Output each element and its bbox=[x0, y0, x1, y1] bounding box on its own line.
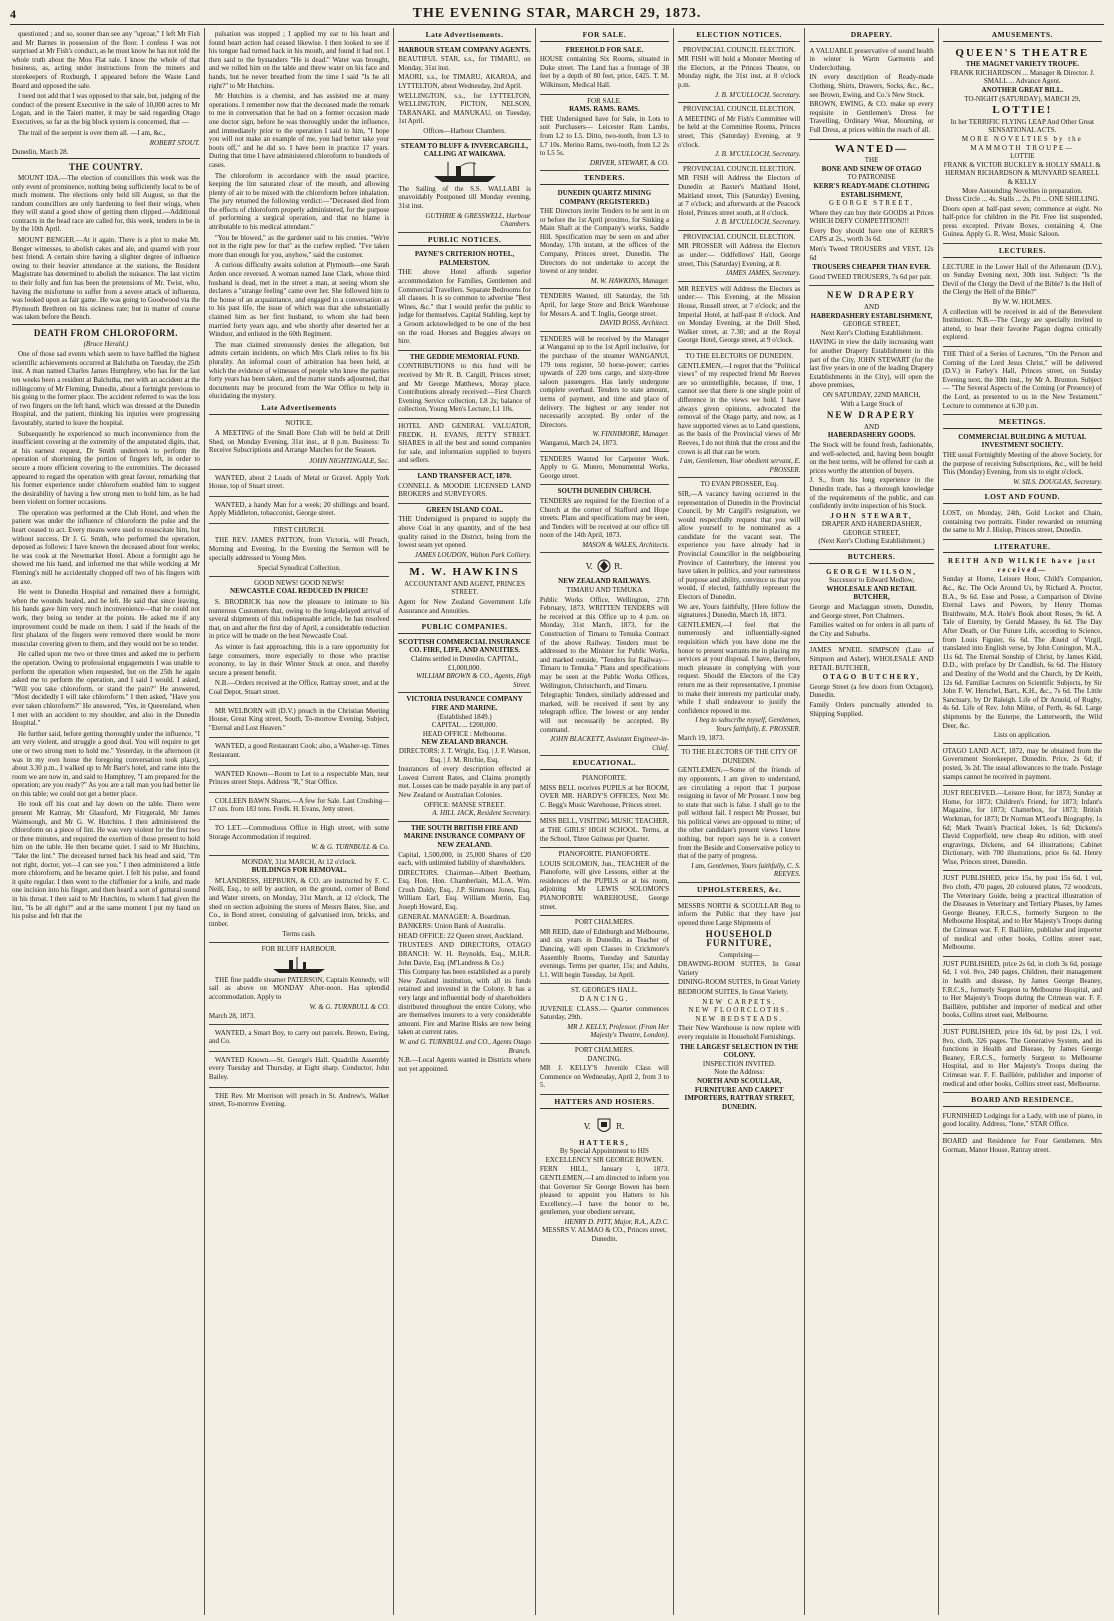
heading-upholsterers: UPHOLSTERERS, &c. bbox=[678, 886, 800, 897]
page-number: 4 bbox=[10, 6, 17, 21]
ad-kerrs-clothing: WANTED— THE BONE AND SINEW OF OTAGO TO PATRONISE KERR'S READY-MADE CLOTHING ESTABLISHMENT, GEORGE STREET, Where they can buy their GOODS at Prices WHICH DEFY COMPETITION!!! Every Boy should have one of KERR'S CAPS at 2s., worth 3s 6d. Men's Tweed TROUSERS and VEST, 12s 6d TROUSERS CHEAPER THAN EVER. Good TWEED TROUSERS, 7s 6d per pair. bbox=[809, 140, 933, 287]
ad-carpenter: TENDERS Wanted for Carpenter Work. Apply to G. Munro, Monumental Works, George street. bbox=[540, 452, 669, 486]
ad-louis-solomon: PIANOFORTE. PIANOFORTE. LOUIS SOLOMON, Jun., TEACHER of the Pianoforte, will give Lessons, either at the residences of the PUPILS or at his room, adjoining Mr LEWIS SOLOMON'S PIANOFORTE WAREHOUSE, George street. bbox=[540, 848, 669, 916]
column-chloroform-late-ads bbox=[205, 28, 394, 1615]
ad-miss-bell: PIANOFORTE. MISS BELL receives PUPILS at her ROOM, OVER MR. HARDY'S OFFICES, Next Mr. C. Begg's Music Warehouse, Princes street. bbox=[540, 772, 669, 814]
letter-intro: questioned ; and so, sooner than see any "uproar," I left Mr Fish and Mr Barnes in possession of the floor. I confess I was not surprised at Mr Fish's conduct, as he must know he has not told the whole truth about the Mou Flat sale. I know the whole of that business, as, acting under instructions from the miners and storekeepers of Roxburgh, I appeared before the Waste Land Board and opposed the sale. bbox=[12, 30, 200, 90]
ad-tenders-ross: TENDERS Wanted, till Saturday, the 5th April, for large Store and Brick Warehouse for Messrs A. and T. Inglis, George street. DAVID ROSS, Architect. bbox=[540, 289, 669, 331]
ad-lecture-holmes: LECTURE in the Lower Hall of the Athenæum (D.V.), on Sunday Evening next, 30th inst. Subject: "Is the Devil of the Clergy the Devil of the Bible? Is the Hell of the Clergy the Hell of the Bible?" By W. W. HOLMES. A collection will be received in aid of the Benevolent Institution. N.B.—The Clergy are specially invited to attend, to hear their favorite Pagan dogma critically explored. bbox=[943, 260, 1102, 347]
ad-reith-wilkie: REITH AND WILKIE have just received— Sunday at Home, Leisure Hour, Child's Companion, &c., &c. The Ocle Around Us, by Richard A. Proctor, B.A., 9s 6d. Esse and Posse, a Comparison of Divine Eternal Laws and Powers, by Henry Thomas Braithwaite, M.A. Hole's Book about Roses, 9s 6d. A Tale of Eternity, by Gerald Massey, 8s 6d. The Day After Death, or Our Future Life, according to Science, from Louis Figuier, 6s 6d. The Æneid of Virgil, translated into English verse, by John Conington, M.A., 11s 6d. The Eternal Sonship of Christ, by James Kidd, D.D., with preface by Dr Candlish, 6s 6d. The History and Destiny of the World and the Church, by Dr Keith, 12s 6d. Familiar Lectures on Scientific Subjects, by Sir John F. W. Herschel, Bart., K.H., &c., 7s 6d. The Little Sanctuary, by Dr Raleigh. Life of Dr Arnold, of Rugby, 4s 6d. Life of Rev. John Milne, of Perth, 4s 6d. Large shipments by the Euterpe, the Lutterworth, the Wild Deer, &c. Lists on application. bbox=[943, 555, 1102, 743]
ad-colleen-bawn: COLLEEN BAWN Shares.—A few for Sale. Last Crushing—17 ozs. from 183 tons. Fredk. H. Evans, Jetty street. bbox=[209, 793, 389, 820]
notice-text: A MEETING of the Small Bore Club will be held at Drill Shed, on Monday Evening, 31st inst., at 8 p.m. Business: To Receive Subscriptions and Arrange Matches for the Season. bbox=[208, 429, 390, 455]
heading-drapery: DRAPERY. bbox=[809, 31, 933, 42]
ad-lost-locket: LOST, on Monday, 24th, Gold Locket and Chain, containing two portraits. Finder rewarded on returning the same to Mr J. Hislop, Princes street, Dunedin. bbox=[943, 506, 1102, 540]
notice-heading: NOTICE. bbox=[285, 418, 313, 427]
heading-lectures: LECTURES. bbox=[943, 247, 1102, 258]
death-para-1: One of those sad events which seem to have baffled the highest scientific achievements occurred at Balclutha on Tuesday, the 25th inst. A man named Charles James Humphrey, who has for the last ten weeks been a resident at Balclutha, met with an accident at the tollingcomy of Mr Fleming, Dunedin, about a fortnight previous to his going to the former place. The accident referred to was the loss of two fingers on the left hand, which was dressed at the Dunedin Hospital, and the patient, thinking his injuries were progressing favourably, started to leave the hospital. bbox=[12, 350, 200, 427]
ad-smart-boy: WANTED, a Smart Boy, to carry out parcels. Brown, Ewing, and Co. bbox=[209, 1025, 389, 1052]
column-shipping-insurance bbox=[394, 28, 536, 1615]
letter-dateline: Dunedin, March 28. bbox=[12, 147, 69, 156]
ad-rams: FOR SALE. RAMS. RAMS. RAMS. THE Undersigned have for Sale, in Lots to suit Purchasers— Leicester Ram Lambs, from L2 to L5. Ditto, two-tooth, from L3 to L7 10s. Merino Rams, two-tooth, from L2 2s to L5 5s. DRIVER, STEWART, & CO. bbox=[540, 95, 669, 172]
ad-wanted-metal: WANTED, about 2 Loads of Metal or Gravel. Apply York House, top of Stuart street. bbox=[209, 470, 389, 497]
svg-text:R.: R. bbox=[614, 562, 623, 572]
ad-to-evan-prosser: TO EVAN PROSSER, Esq. SIR,—A vacancy having occurred in the representation of Dunedin in the Provincial Council, by Mr Cargill's resignation, we would respectfully request that you will allow yourself to be nominated as a candidate for the vacant seat. The experience you have already had in Provincial Councillor in the neighbouring Province of Canterbury, the interest you have taken in politics, and your earnestness of purpose and ability, convince us that you would, if elected, faithfully represent the Electors of Dunedin. We are, Yours faithfully, [Here follow the signatures.] Dunedin, March 18, 1873. GENTLEMEN,—I feel that the numerously and influentially-signed requisition which you have done me the honor to present warrants me in placing my services at your disposal. I have, therefore, much pleasure in complying with your request. Should the Electors of the City return me as their representative, I promise to make their interests my particular study, while I shall endeavour to justify the confidence reposed in me. I beg to subscribe myself, Gentlemen, Yours faithfully, E. PROSSER. March 19, 1873. bbox=[678, 478, 800, 746]
ad-rev-morrison: THE Rev. Mr Morrison will preach in St. Andrew's, Walker street, To-morrow Evening. bbox=[208, 1091, 390, 1109]
ad-hawkins: M. W. HAWKINS ACCOUNTANT AND AGENT, PRINCES STREET. Agent for New Zealand Government Life Assurance and Annuities. bbox=[398, 563, 531, 620]
heading-literature: LITERATURE. bbox=[943, 543, 1102, 554]
steamer-icon bbox=[269, 956, 329, 974]
ad-small-bore-club bbox=[209, 417, 389, 470]
ad-fish-address: PROVINCIAL COUNCIL ELECTION. MR FISH will Address the Electors of Dunedin at Baxter's Maitland Hotel, Maitland street, This (Saturday) Evening, at 7 o'clock; and afterwards at the Peacock Hotel, Princes street south, at 8 o'clock. J. B. M'CULLOCH, Secretary. bbox=[678, 163, 800, 231]
royal-crest-icon bbox=[584, 557, 624, 575]
ad-to-electors: TO THE ELECTORS OF DUNEDIN. GENTLEMEN,—I regret that the "Political views" of my respected friend Mr Reeves are so unintelligible, because, if true, I cannot see that there is one single point of difference in the views we hold. I have always given opinions, advocated the removal of the Otago party, and now, as I have supported views as to Land questions, as the basis of the Provincial views of Mr Reeves, I do not think that the cross and the crown is all that can be worn. I am, Gentlemen, Your obedient servant, E. PROSSER. bbox=[678, 350, 800, 478]
heading-meetings: MEETINGS. bbox=[943, 418, 1102, 429]
inquest-cont-3: The chloroform in accordance with the usual practice, keeping the lint saturated clear of the mouth, and allowing plenty of air to be mixed with the chloroform before inhalation. The jury returned the following verdict:—"Deceased died from the effects of chloroform properly administered, for the purpose of performing a surgical operation, and that no blame is attributable to his medical attendant." bbox=[208, 171, 390, 232]
ad-almao-hatters: V. R. HATTERS, By Special Appointment to HIS EXCELLENCY SIR GEORGE BOWEN. FERN HILL, January 1, 1873. GENTLEMEN,—I am directed to inform you that Governor Sir George Bowen has been pleased to appoint you Hatters to his Excellency.—I have the honor to be, gentlemen, your obedient servant, HENRY D. PITT, Major, R.A., A.D.C. MESSRS V. ALMAO & CO., Princes street, Dunedin. bbox=[540, 1111, 669, 1247]
plymouth-story-2: The man claimed strenuously denies the allegation, but admits certain incidents, on which Mrs Clark relies to fix his plurality. An informal court of arbitration has been held, at which the evidence of witnesses of people who knew the parties forty years has been taken, and the matter stands adjourned, that documents may be procured from the War Office to help in elucidating the mystery. bbox=[208, 340, 390, 401]
heading-lost-found: LOST AND FOUND. bbox=[943, 493, 1102, 504]
ad-james-simpson: JAMES M'NEIL SIMPSON (Late of Simpson and Asher), WHOLESALE AND RETAIL BUTCHER, OTAGO BUTCHERY, George Street (a few doors from Octagon), Dunedin. Family Orders punctually attended to. Shipping Supplied. bbox=[809, 646, 934, 718]
ad-north-scoullar: MESSRS NORTH & SCOULLAR Beg to inform the Public that they have just opened three Large Shipments of HOUSEHOLD FURNITURE, Comprising— DRAWING-ROOM SUITES, In Great Variety DINING-ROOM SUITES, In Great Variety BEDROOM SUITES, In Great Variety. NEW CARPETS. NEW FLOORCLOTHS. NEW BEDSTEADS. Their New Warehouse is now replete with every requisite in Household Furnishings. THE LARGEST SELECTION IN THE COLONY. INSPECTION INVITED. Note the Address: NORTH AND SCOULLAR, FURNITURE AND CARPET IMPORTERS, RATTRAY STREET, DUNEDIN. bbox=[678, 901, 801, 1111]
ad-queens-theatre: QUEEN'S THEATRE THE MAGNET VARIETY TROUPE. FRANK RICHARDSON ... Manager & Director. J. SMALL ... Advance Agent. ANOTHER GREAT BILL. TO-NIGHT (SATURDAY), MARCH 29, LOTTIE! In her TERRIFIC FLYING LEAP And Other Great SENSATIONAL ACTS. MORE NOVELTIES by the MAMMOTH TROUPE— LOTTIE FRANK & VICTOR BUCKLEY & HOLLY SMALL & HERMAN RICHARDSON & MUNYARD SEARELL & KELLY More Astounding Novelties in preparation. Dress Circle ... 4s. Stalls ... 2s. Pit ... ONE SHILLING. Doors open at half-past seven; commence at eight. No half-price for children in the Pit. Free list suspended, press excepted. Private Boxes, containing 4, One Guinea. Apply G. R. West, Music Saloon. bbox=[943, 44, 1102, 244]
heading-tenders: TENDERS. bbox=[540, 174, 669, 185]
ad-to-city-electors: TO THE ELECTORS OF THE CITY OF DUNEDIN. GENTLEMEN,—Some of the friends of my opponents, I am given to understand, are circulating a report that I purpose resigning in favor of Mr Prosser. I now beg to state that such is false. I shall go to the poll without fail. I respect Mr Prosser, but his political views are opposed to mine; of the other candidate's present views I know nothing, but report says he is a convert from the Beside and Conservative policy to that of the party of progress. I am, Gentlemen, Yours faithfully, C. S. REEVES. bbox=[678, 746, 800, 883]
svg-text:V.: V. bbox=[584, 1121, 592, 1131]
letter-signature: ROBERT STOUT. bbox=[149, 139, 200, 148]
steamer-icon-wallabi bbox=[430, 161, 500, 183]
heading-death-chloroform: DEATH FROM CHLOROFORM. bbox=[33, 328, 178, 338]
ad-harbour-steam: HARBOUR STEAM COMPANY AGENTS. BEAUTIFUL STAR, s.s., for TIMARU, on Monday, 31st inst. MAORI, s.s., for TIMARU, AKAROA, and LYTTELTON, about Wednesday, 2nd April. WELLINGTON, s.s., for LYTTELTON, WELLINGTON, PICTON, NELSON, TARANAKI, and MANUKAU, on Tuesday, 1st April. Offices—Harbour Chambers. bbox=[398, 44, 531, 140]
country-mount-benger: MOUNT BENGER.—At it again. There is a plot to make Mt. Benger witnesses, to abolish cakes and ale, and quarrel with your best friend. A certain shire having a slighter degree of influence owing to their heavier attendance at the stations, the Resident Magistrate has determined to abolish the nuisance. The last victim to their folly and fun has been the pretensions of Mr. Twist, who, having the misfortune to suffer from a severe attack of influenza, was looked upon as fair game. He was going to Goodwood via the Plymouth Brethren on his sickness rate; but in matter of course was taken before the Bench. bbox=[12, 236, 200, 322]
ad-otago-land-act: OTAGO LAND ACT, 1872, may be obtained from the Government Storekeeper, Dunedin. Price, 2s 6d; if posted, 3s 2d. The usual allowances to the trade. Postage stamps cannot be received in payment. bbox=[943, 744, 1102, 786]
death-para-7: He took off his coat and lay down on the table. There were present Mr Kattray, Mr Glassford, Mr Fitzgerald, Mr James Waimsough, and Mr G. W. Hutchins. I then administered the chloroform on a piece of lint. He was very violent for the first two or three minutes, and required the exertion of those present to hold him on the table. He then became quiet. I said to Mr Hutchins, "Take the lint." The deceased turned back his head and said, "I'm not right, doctor, yet—I can see you." I then administered a little more chloroform, and he became quiet. I felt his pulse, and found it quite regular. I then went to the chiffonier for a knife, and made one incision into his finger, and then heard a sort of guttural sound in his throat. I then said to Mr Hutchins, to whom I had given the lint, "Is he all right?" and at the same moment I put my hand on his pulse and felt that the bbox=[12, 800, 200, 921]
ad-south-dunedin-church: SOUTH DUNEDIN CHURCH. TENDERS are required for the Erection of a Church at the corner of Stafford and Hope streets. Plans and specifications may be seen, and Tenders will be received at our office till noon of the 14th April, 1873. MASON & WALES, Architects. bbox=[540, 485, 669, 553]
column-drapery-butchers bbox=[805, 28, 938, 1615]
ad-fish-monster-meeting: PROVINCIAL COUNCIL ELECTION. MR FISH will hold a Monster Meeting of the Electors, at the Princes Theatre, on Monday night, the 31st inst, at 8 o'clock p.m. J. B. M'CULLOCH, Secretary. bbox=[678, 44, 800, 104]
ad-st-georges-quadrille: WANTED Known.—St. George's Hall. Quadrille Assembly every Tuesday and Thursday, at Eight sharp. Conductor, John Bailey. bbox=[209, 1052, 389, 1088]
notice-signature: JOHN NIGHTINGALE, Sec. bbox=[309, 456, 390, 465]
inquest-cont-1: pulsation was stopped ; I applied my ear to his heart and found heart action had ceased likewise. I then looked to see if his tongue had turned back in his mouth, and found it had not. I then said to the bystanders "He is dead." Water was brought, and we rolled him on the table and threw water on his face and hands, but he never breathed from the time I said "Is he all right?" to Mr Hutchins. bbox=[208, 30, 390, 90]
ad-john-stewart: NEW DRAPERY AND HABERDASHERY ESTABLISHMENT, GEORGE STREET, Next Kerr's Clothing Establishment. HAVING in view the daily increasing want for another Drapery Establishment in this part of the City, JOHN STEWART (for the last five years in one of the leading Drapery Establishments in the City), will open the above premises, ON SATURDAY, 22ND MARCH, With a Large Stock of NEW DRAPERY AND HABERDASHERY GOODS. The Stock will be found fresh, fashionable, and well-selected, and, having been bought on the best terms, will be offered for cash at prices worthy the attention of buyers. J. S., from his long experience in the Dunedin trade, has a thorough knowledge of the requirements of the public, and can confidently invite inspection of his Stock. JOHN STEWART, DRAPER AND HABERDASHER, GEORGE STREET, (Next Kerr's Clothing Establishment.) bbox=[809, 286, 933, 550]
ad-geddie-fund: THE GEDDIE MEMORIAL FUND. CONTRIBUTIONS to this fund will be received by Mr R. B. Cargill, Princes street; and Mr George Matthews, Moray place. Contributions already received:—First Church Evening Service collection, L8 2s; balance of collection, Young Men's Lecture, L1 10s. bbox=[398, 351, 531, 419]
column-amusements-literature bbox=[939, 28, 1106, 1615]
ad-port-chalmers-dancing: PORT CHALMERS. DANCING. MR J. KELLY'S Juvenile Class will Commence on Wednesday, April 2, from 3 to 5. bbox=[540, 1044, 669, 1095]
heading-public-notices: PUBLIC NOTICES. bbox=[398, 236, 531, 247]
country-mount-ida: MOUNT IDA.—The election of councillors this week was the only event of prominence, nothing being sufficiently local to be of much moment. The elections only held till August, so that the random councillors are only hardening to feel their wings, when they will stand a good show of getting them clipped.—Additional contracts in the head race are called for, this week, tenders to be in by the 10th April. bbox=[12, 173, 200, 234]
ad-mr-reid-dancing: PORT CHALMERS. MR REID, date of Edinburgh and Melbourne, and six years in Dunedin, as Teacher of Dancing, will open Classes in Crickmore's Assembly Rooms, Tuesday and Saturday evenings. Terms per quarter, 15s; and Adults, L1. Will begin Tuesday, 1st April. bbox=[540, 916, 669, 984]
death-para-5: He called upon me two or three times and asked me to perform the operation. Owing to professional engagements I was unable to perform the operation when requested, but on the 25th he again asked me to perform the operation, and I said I would. I asked, "Will you take chloroform, or stand the pain?" He answered, "Most decidedly I will take chloroform." I then asked, "Have you ever taken chloroform?" He answered, "Yes, in Queensland, when I met with an accident to my shoulder, and also in the Dunedin Hospital." bbox=[12, 650, 200, 728]
death-para-3: The operation was performed at the Club Hotel, and when the patient was under the influence of chloroform the pulse and the heart ceased to act. Every means were used to resuscitate him, but without success. Dr J. G. Smith, who performed the operation, deposed as follows: I have known the deceased about four weeks; he was cook at the Newmarket Hotel. About a fortnight ago he showed me his hand, and informed me that while working at Mr Fleming's mill he accidentally chopped off two of his fingers with an axe. bbox=[12, 508, 200, 586]
inquest-cont-2: Mr Hutchins is a chemist, and has assisted me at many operations. I remember now that the deceased made the remark to me in conversation that he had on a former occasion made one doctor sign, before he was thoroughly under the influence, and immediately prior to the operation I said to him, "I hope you will not make an example of me, you had better take your boots off," and he did so. I have been in practice 17 years. During that time I have administered chloroform to hundreds of cases. bbox=[208, 92, 390, 169]
ad-reeves-address: MR REEVES will Address the Electors as under:— This Evening, at the Mission House, Russell street, at 7 o'clock; and the Imperial Hotel, at half-past 8 o'clock. And on Monday Evening, at the Drill Shed, Walker street, at 7.30; and at the Royal George Hotel, George street, at 9 o'clock. bbox=[678, 282, 800, 350]
ad-miss-bell-visiting: MISS BELL, VISITING MUSIC TEACHER, at THE GIRLS' HIGH SCHOOL. Terms, at the School, Three Guineas per Quarter. bbox=[540, 814, 669, 848]
heading-board-residence: BOARD AND RESIDENCE. bbox=[943, 1096, 1102, 1107]
ad-room-to-let: WANTED Known—Room to Let to a respectable Man, near Princes street Steps. Address "R," Star Office. bbox=[209, 766, 389, 793]
ad-wanted-handy-man: WANTED, a handy Man for a week; 20 shillings and board. Apply Middleton, tobacconist, George street. bbox=[209, 497, 389, 524]
ad-lecture-brunton: THE Third of a Series of Lectures, "On the Person and Coming of the Lord Jesus Christ," will be delivered (D.V.) in Farley's Hall, Princes street, on Sunday Evening next, the 30th inst., by Mr A. Brunton. Subject — "The Several Aspects of the Coming (or Presence) of the Lord, as presented to us in the New Testament." Lecture to commence at 6.30 p.m. bbox=[943, 347, 1102, 415]
ad-quartz-mining: DUNEDIN QUARTZ MINING COMPANY (REGISTERED.) THE Directors invite Tenders to be sent in on or before the 1st April proximo, for Sinking a Main Shaft at the Company's works, Saddle Hill. Specification may be seen on and after Monday, 17th instant, at the offices of the Company, Princes street, Dunedin. The Directors do not undertake to accept the lowest or any tender. M. W. HAWKINS, Manager. bbox=[540, 187, 669, 290]
royal-arms-icon bbox=[582, 1115, 626, 1137]
ad-furnished-lodgings: FURNISHED Lodgings for a Lady, with use of piano, in good locality. Address, "Ione," STAR Office. bbox=[943, 1109, 1102, 1134]
ad-scottish-insurance: SCOTTISH COMMERCIAL INSURANCE CO. FIRE, LIFE, AND ANNUITIES. Claims settled in Dunedin. CAPITAL, £1,000,000. WILLIAM BROWN & CO., Agents, High Street. bbox=[398, 636, 531, 694]
ad-board-residence: BOARD and Residence for Four Gentlemen. Mrs Gorman, Manor House, Rattray street. bbox=[942, 1136, 1103, 1154]
first-church-heading: FIRST CHURCH. bbox=[273, 525, 325, 534]
heading-late-ads-col3: Late Advertisements. bbox=[398, 31, 531, 42]
heading-for-sale: FOR SALE. bbox=[540, 31, 669, 42]
death-para-4: He went to Dunedin Hospital and remained there a fortnight, when the wounds healed, and he left. He said that since leaving, his hands gave him very much inconvenience—that he could not work, they being so tender at the points. He asked me if any improvement could be made on them. I said if the heads of the first phalanx of the fingers were removed there would be more muscular covering given to them, and they would not be so tender. bbox=[12, 588, 200, 648]
ad-prosser-address: PROVINCIAL COUNCIL ELECTION. MR PROSSER will Address the Electors as under:— Oddfellows' Hall, George street, This (Saturday) Evening, at 8. JAMES JAMES, Secretary. bbox=[678, 231, 800, 282]
gardener-joke: "You be blowed," as the gardener said to his cronies. "We're not in the right pew for that" as the curfew replied. "I've taken more than enough for you, anyhow," said the customer. bbox=[208, 233, 390, 259]
letter-para-3: The trail of the serpent is over them all. —I am, &c., bbox=[18, 128, 166, 137]
death-para-2: Subsequently he experienced so much inconvenience from the insufficient covering at the extremity of the amputated digits, that, at his earnest request, Dr Smith undertook to perform the operation of shortening the portion of fingers left, in order to secure a more efficient covering to the extremities. The deceased appeared to regard the operation with great favour, remarking that his former experience under chloroform enabled him to suggest the desirability of having a few strong men to hold him, as he had been violent on former occasions. bbox=[12, 429, 200, 507]
ad-just-received: JUST RECEIVED.—Leisure Hour, for 1873; Sunday at Home, for 1873; Children's Friend, for 1873; Infant's Magazine, for 1873; Chatterbox, for 1873; British Workman, for 1873; Dr Norman M'Leod's Biography, 1s 6d; Mark Twain's Practical Jokes, 1s 6d; Dickens's David Copperfield, new cheap 4to edition, with steel engravings, Dickens, and 64 illustrations; Cabinet Dictionary, with 700 illustrations, price 6s 6d. Henry Wise, Princes street, Dunedin. bbox=[943, 786, 1102, 871]
heading-public-companies: PUBLIC COMPANIES. bbox=[398, 623, 531, 634]
ad-restaurant-cook: WANTED, a good Restaurant Cook; also, a Washer-up. Times Restaurant. bbox=[209, 738, 389, 765]
heading-the-country: THE COUNTRY. bbox=[69, 162, 143, 173]
death-para-6: He further said, before getting thoroughly under the influence, "I am very violent, and struggle a good deal. You will require to get one or two strong men to hold me." Yesterday, in the afternoon (it was in my own house the foregoing conversation took place), about 3.30 p.m., I walked up to Mr Barr's hotel, and came into the room we are now in, and said to Humphrey, "I am prepared for the operation; are you ready?" As you are a tall man you had better lie on this table; we could not get a better place. bbox=[12, 729, 200, 798]
heading-late-advertisements: Late Advertisements bbox=[209, 404, 389, 415]
ad-green-island-coal: GREEN ISLAND COAL. THE Undersigned is prepared to supply the above Coal in any quantity, and of the best quality raised in the District, being from the lowest seam yet opened. JAMES LOUDON, Walton Park Colliery. bbox=[398, 504, 531, 564]
ad-victoria-insurance: VICTORIA INSURANCE COMPANY FIRE AND MARINE. (Established 1849.) CAPITAL ... £200,000. HEAD OFFICE : Melbourne. NEW ZEALAND BRANCH. DIRECTORS: J. T. Wright, Esq. | J. F. Watson, Esq. | J. M. Ritchie, Esq. Insurances of every description effected at Lowest Current Rates, and Claims promptly met. Losses can be made payable in any part of New Zealand or Australian Colonies. OFFICE: MANSE STREET. A. HILL JACK, Resident Secretary. bbox=[398, 693, 531, 821]
ad-steam-to-bluff: STEAM TO BLUFF & INVERCARGILL, CALLING AT WAIKAWA. The Sailing of the S.S. WALLABI is unavoidably Postponed till Monday evening, 31st inst. GUTHRIE & GRESSWELL, Harbour Chambers. bbox=[398, 140, 531, 233]
ad-nz-railways: V. R. NEW ZEALAND RAILWAYS. TIMARU AND TEMUKA Public Works Office, Wellington, 27th February, 1873. WRITTEN TENDERS will be received at this Office up to 4 p.m. on Monday, 31st March, 1873, for the Construction of Timaru to Temuka Contract of the above Railway. Tenders must be addressed to the Minister for Public Works, and marked outside, "Tenders for Railway—Timaru to Temuka." Plans and specifications may be seen at the Public Works Offices, Wellington, Christchurch, and Timaru. Telegraphic Tenders, similarly addressed and marked, will be received if sent by any telegraph office. The lowest or any tender will not necessarily be accepted. By command. JOHN BLACKETT, Assistant Engineer-in-Chief. bbox=[540, 553, 669, 756]
heading-educational: EDUCATIONAL. bbox=[540, 759, 669, 770]
letter-para-2: I need not add that I was opposed to that sale, but, judging of the conduct of the present Executive in the sale of 10,000 acres to Mr Logan, and in the Taieri matter, it may be said regarding Otago Executives, so far as the big block system is concerned, that — bbox=[12, 92, 200, 126]
ad-commercial-building: COMMERCIAL BUILDING & MUTUAL INVESTMENT SOCIETY. THE usual Fortnightly Meeting of the above Society, for the purpose of receiving Subscriptions, &c., will be held This (Monday) Evening, from six to eight o'clock. W. SILS. DOUGLAS, Secretary. bbox=[943, 431, 1102, 491]
ad-land-transfer: LAND TRANSFER ACT, 1870. CONNELL & MOODIE LICENSED LAND BROKERS and SURVEYORS. bbox=[398, 470, 531, 504]
svg-text:R.: R. bbox=[616, 1121, 625, 1131]
ad-fish-committee: PROVINCIAL COUNCIL ELECTION. A MEETING of Mr Fish's Committee will be held at the Committee Rooms, Princes street, This (Saturday) Evening, at 9 o'clock. J. B. M'CULLOCH, Secretary. bbox=[678, 103, 800, 163]
ad-st-georges-dancing: ST. GEORGE'S HALL. DANCING. JUVENILE CLASS.— Quarter commences Saturday, 29th. MR J. KELLY, Professor. (From Her Majesty's Theatre, London). bbox=[540, 984, 669, 1044]
ad-just-published-2: JUST PUBLISHED, price 2s 6d, in cloth 3s 6d, postage 6d, 1 vol. 8vo, 240 pages, Children, their management in health and disease, by James George Beaney, F.R.C.S., formerly Surgeon to Melbourne Hospital, and to Her Majesty's Troops during the Crimean war. F. F. Baillière, publisher and importer of medical and other books, Collins street east, Melbourne. bbox=[943, 957, 1102, 1025]
source-herald: (Bruce Herald.) bbox=[83, 339, 129, 348]
ad-newcastle-coal: GOOD NEWS! GOOD NEWS! NEWCASTLE COAL REDUCED IN PRICE! S. BRODRICK has now the pleasure to intimate to his numerous Customers that, owing to the long-delayed arrival of several shipments of this indispensable article, he has resolved that, on and after the first day of April, a considerable reduction in price will be made on the best Newcastle Coal. As winter is fast approaching, this is a rare opportunity for large consumers, more especially to those who practise economy, to lay in their Winter Stock at once, and thereby secure a present benefit. N.B.—Orders received at the Office, Rattray street, and at the Coal Depot, Stuart street. bbox=[209, 577, 389, 703]
plymouth-story-1: A curious difficulty awaits solution at Plymouth—one Sarah Arden once reversed. A woman named Jane Clark, whose third husband is dead, met in the street a man, at seeing whom she declares a "strange feeling" came over her. She followed him to the house of an acquaintance, and engaged in a conversation as to his past life, the issue of which was that she substantially claimed him as her first husband, to whom she had been married forty years ago, and who shortly after deserted her at Windsor, and enlisted in the 60th Regiment. bbox=[208, 261, 390, 339]
heading-hatters: HATTERS AND HOSIERS. bbox=[540, 1098, 669, 1109]
ad-just-published-3: JUST PUBLISHED, price 10s 6d, by post 12s, 1 vol. 8vo, cloth, 326 pages. The Generative System, and its functions in Health and Disease, by James George Beaney, F.R.C.S., formerly Surgeon to Melbourne Hospital, and to Her Majesty's Troops during the Crimean war. F. F. Baillière, publisher and importer of medical and other books, Collins street east, Melbourne. bbox=[943, 1025, 1102, 1093]
ad-welborn: MR WELBORN will (D.V.) preach in the Christian Meeting House, Great King street, South, To-morrow Evening. Subject, "Eternal and Lost Heaven." bbox=[209, 703, 389, 739]
ad-wanganui-steamer: TENDERS will be received by the Manager at Wanganui up to the 1st April inclusive, for the purchase of the steamer WANGANUI, 179 tons register, 50 horse-power; carries upwards of 220 tons cargo, and sixty-three saloon passengers. Has lately undergone complete overhaul. Tenders to state amount, terms of payment, and time and place of delivery. The highest or any tender not necessarily accepted. By order of the Directors. W. FINNIMORE, Manager. Wanganui, March 24, 1873. bbox=[540, 332, 669, 452]
ad-freehold: FREEHOLD FOR SALE. HOUSE containing Six Rooms, situated in Duke street. The Land has a frontage of 38 feet by a depth of 80 feet, price, £425. T. M. Wilkinson, Medical Hall. bbox=[540, 44, 669, 95]
ad-bluff-harbour: FOR BLUFF HARBOUR. THE fine paddle steamer PATERSON, Captain Kennedy, will sail as above on MONDAY After-noon. Has splendid accommodation. Apply to W. & G. TURNBULL & CO. March 28, 1873. bbox=[209, 943, 389, 1025]
masthead bbox=[10, 4, 1104, 25]
ad-evans-valuator: HOTEL AND GENERAL VALUATOR, FREDK. H. EVANS, JETTY STREET. SHARES in all the best and sound companies for sale, and information supplied to buyers and sellers. bbox=[398, 419, 531, 470]
svg-text:V.: V. bbox=[586, 562, 594, 572]
ad-george-wilson: GEORGE WILSON, Successor to Edward Medlow, WHOLESALE AND RETAIL BUTCHER, George and Maclaggan streets, Dunedin, and George street, Port Chalmers. Families waited on for orders in all parts of the City and Suburbs. bbox=[809, 566, 933, 644]
masthead-title: THE EVENING STAR, MARCH 29, 1873. bbox=[412, 6, 702, 21]
ad-criterion-hotel: PAYNE'S CRITERION HOTEL, PALMERSTON. THE above Hotel affords superior accommodation for Families, Gentlemen and Commercial Travellers. Separate Bedrooms for all classes. It is so common to advertise "Best Wines, &c." that I would prefer the public to judge for themselves. Capital Stabling, kept by a Groom acknowledged to be one of the best on the road. Horses and Buggies always on hire. bbox=[398, 248, 531, 351]
heading-election-notices: ELECTION NOTICES. bbox=[678, 31, 800, 42]
ad-first-church: FIRST CHURCH. THE REV. JAMES PATTON, from Victoria, will Preach, Morning and Evening. In the Evening the Sermon will be specially addressed to Young Men. Special Synodical Collection. bbox=[209, 524, 389, 577]
column-letters-country bbox=[8, 28, 205, 1615]
heading-amusements: AMUSEMENTS. bbox=[943, 31, 1102, 42]
ad-buildings-removal: MONDAY, 31st MARCH, At 12 o'clock. BUILDINGS FOR REMOVAL. M'LANDRESS, HEPBURN, & CO. are instructed by F. C. Neill, Esq., to sell by auction, on the ground, corner of Bond and Water streets, on Monday, 31st March, at 12 o'clock, The shed on section adjoining the stores of Messrs Bates, Sise, and Co., in Bond street, consisting of galvanised iron, bricks, and timber. Terms cash. bbox=[209, 856, 389, 943]
heading-butchers: BUTCHERS. bbox=[809, 553, 933, 564]
column-sale-tenders-education bbox=[536, 28, 674, 1615]
column-elections-upholstery bbox=[674, 28, 805, 1615]
ad-south-british: THE SOUTH BRITISH FIRE AND MARINE INSURANCE COMPANY OF NEW ZEALAND. Capital, 1,500,000, in 25,000 Shares of £20 each, with unlimited liability of shareholders. DIRECTORS. Chairman—Albert Beetham, Esq. Hon. Hon. Chamberlain, M.L.A. Wm. Crush Daldy, Esq., J.P. Simmons Jones, Esq. William Earl, Esq. William Morrin, Esq. Joseph Howard, Esq. GENERAL MANAGER: A. Boardman. BANKERS: Union Bank of Australia. HEAD OFFICE: 22 Queen street, Auckland. TRUSTEES AND DIRECTORS, OTAGO BRANCH: W. H. Reynolds, Esq., M.H.R. John Davie, Esq. (M'Landress & Co.) This Company has been established as a purely New Zealand institution, with all its funds retained and invested in the Colony. It has a very large and influential body of shareholders distributed throughout the entire Colony, who are themselves insurers to a very considerable amount. Fire and Marine Risks are now being taken at current rates. W. and G. TURNBULL and CO., Agents Otago Branch. N.B.—Local Agents wanted in Districts where not yet appointed. bbox=[398, 823, 531, 1073]
ad-brown-ewing: A VALUABLE preservative of sound health in winter is Warm Garments and Underclothing. IN every description of Ready-made Clothing, Shirts, Drawers, Socks, &c., &c., see Brown, Ewing, and Co.'s New Stock. BROWN, EWING, & CO. make up every requisite in Gentlemen's Dress for Travelling, Ordinary Wear, Mourning, or Full Dress, at prices within the reach of all. bbox=[809, 44, 933, 140]
ad-office-to-let: TO LET.—Commodious Office in High street, with some Storage Accommodation if required. W. & G. TURNBULL & Co. bbox=[209, 820, 389, 856]
ad-just-published-1: JUST PUBLISHED, price 15s, by post 15s 6d, 1 vol, 8vo cloth, 470 pages, 20 coloured plates, 72 woodcuts, The Veterinary Guide, being a practical illustration of the Diseases in Veterinary and Tertiary Phases, by James George Beaney, F.R.C.S., formerly Surgeon to the Melbourne Hospital, and to Her Majesty's Troops during the Crimean war. F. F. Baillière, publisher and importer of medical and other books, Collins street east, Melbourne. bbox=[943, 871, 1102, 956]
